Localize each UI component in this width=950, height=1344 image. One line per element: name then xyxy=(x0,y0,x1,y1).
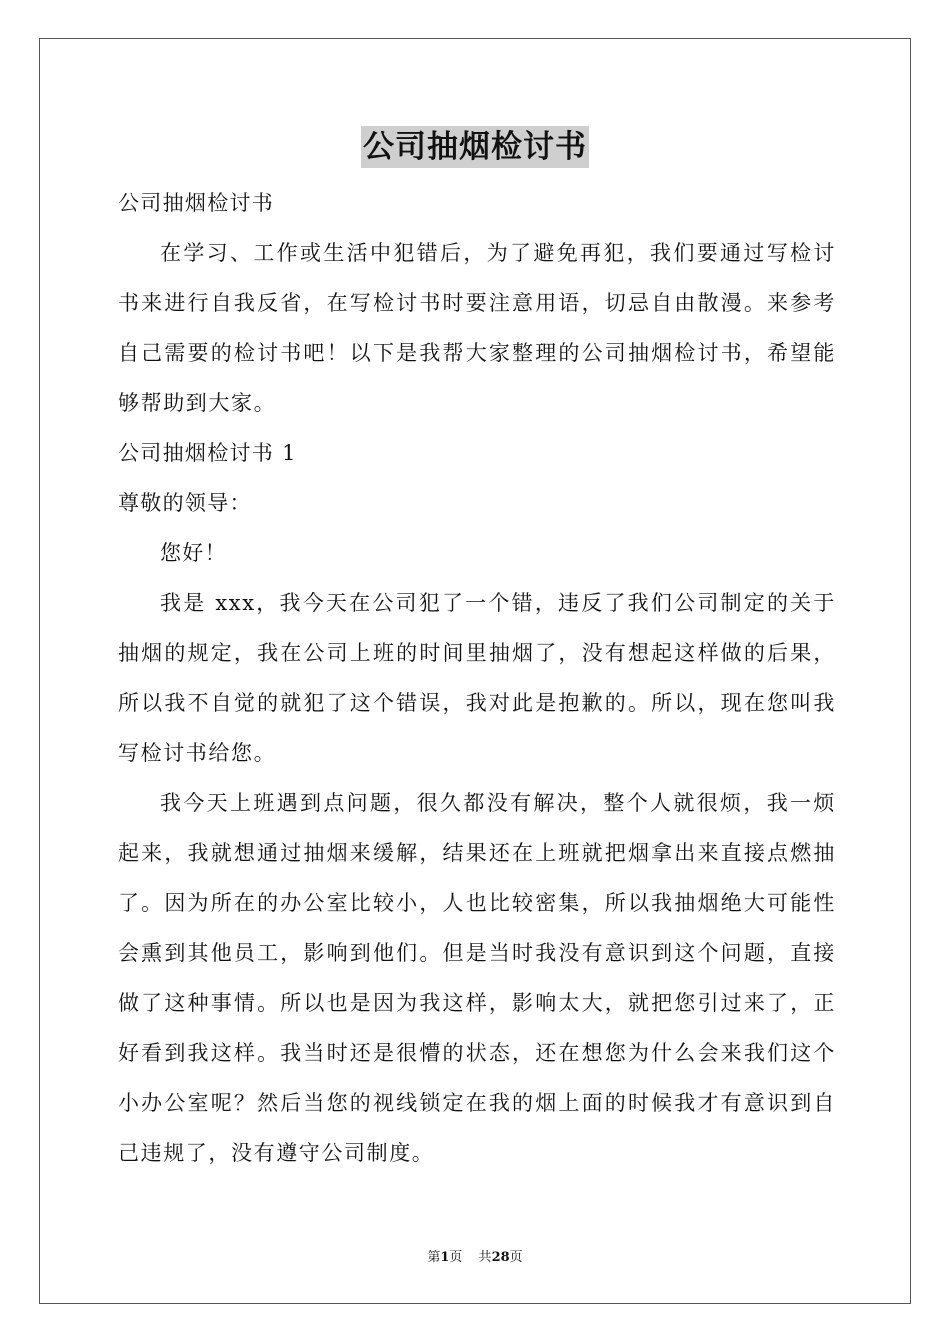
subtitle: 公司抽烟检讨书 xyxy=(118,191,275,215)
intro-paragraph: 在学习、工作或生活中犯错后，为了避免再犯，我们要通过写检讨书来进行自我反省，在写检讨书时要注意用语，切忌自由散漫。来参考自己需要的检讨书吧！以下是我帮大家整理的公司抽烟检讨书，希望能够帮助到大家。 xyxy=(118,241,836,415)
document-title: 公司抽烟检讨书 xyxy=(361,126,589,168)
paragraph-1: 我是 xxx，我今天在公司犯了一个错，违反了我们公司制定的关于抽烟的规定，我在公司上班的时间里抽烟了，没有想起这样做的后果，所以我不自觉的就犯了这个错误，我对此是抱歉的。所以，现在您叫我写检讨书给您。 xyxy=(118,591,836,765)
total-prefix: 共 xyxy=(478,1250,492,1265)
page-indicator xyxy=(427,1250,462,1265)
page-footer xyxy=(0,1246,950,1265)
total-suffix: 页 xyxy=(509,1250,523,1265)
page-number: 1 xyxy=(440,1250,450,1265)
section-title: 公司抽烟检讨书 1 xyxy=(118,441,297,465)
document-body xyxy=(118,178,836,1178)
title-wrap xyxy=(0,126,950,168)
greeting: 您好！ xyxy=(160,541,227,565)
page-prefix: 第 xyxy=(427,1250,441,1265)
total-indicator xyxy=(479,1250,523,1265)
total-number: 28 xyxy=(491,1250,510,1265)
page-suffix: 页 xyxy=(449,1250,463,1265)
paragraph-2: 我今天上班遇到点问题，很久都没有解决，整个人就很烦，我一烦起来，我就想通过抽烟来缓解，结果还在上班就把烟拿出来直接点燃抽了。因为所在的办公室比较小，人也比较密集，所以我抽烟绝大可能性会熏到其他员工，影响到他们。但是当时我没有意识到这个问题，直接做了这种事情。所以也是因为我这样，影响太大，就把您引过来了，正好看到我这样。我当时还是很懵的状态，还在想您为什么会来我们这个小办公室呢？然后当您的视线锁定在我的烟上面的时候我才有意识到自己违规了，没有遵守公司制度。 xyxy=(118,791,836,1165)
salutation: 尊敬的领导： xyxy=(118,491,252,515)
